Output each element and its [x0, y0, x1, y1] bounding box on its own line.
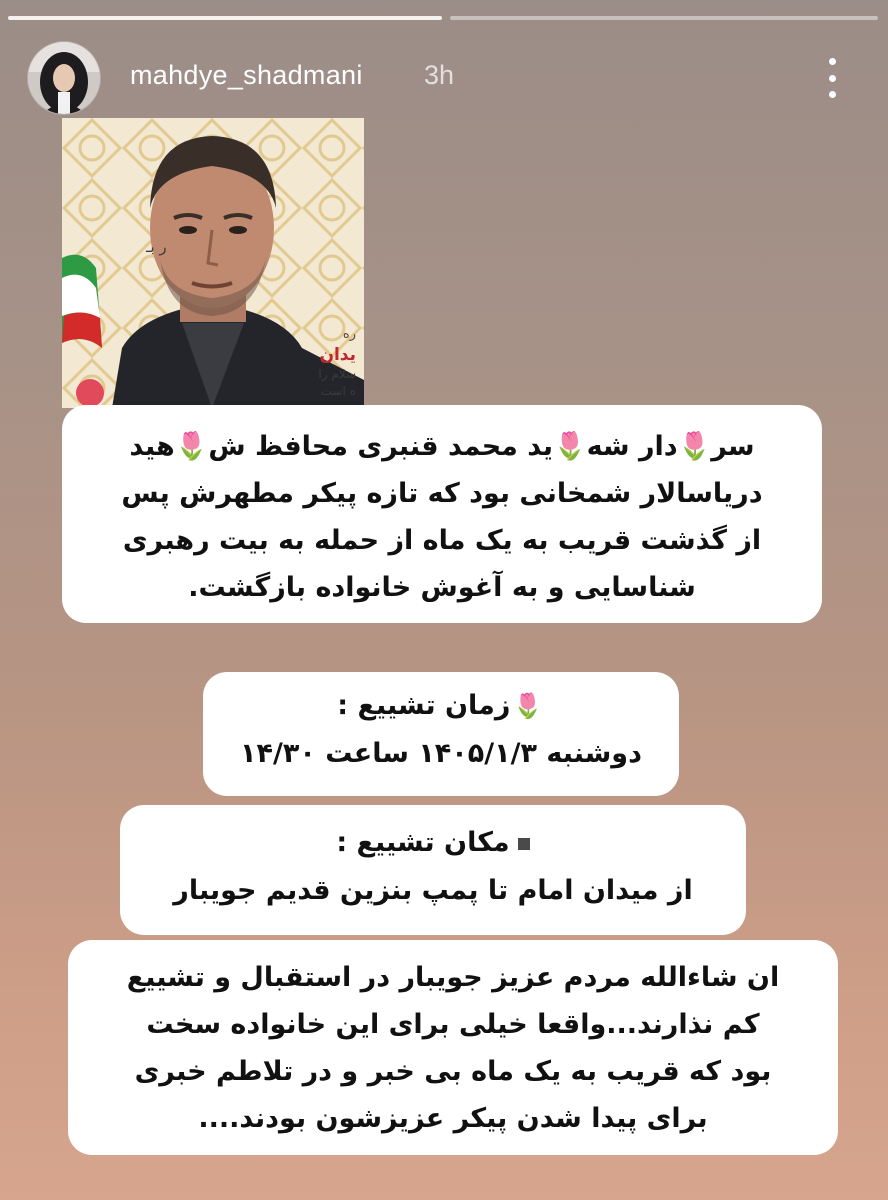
story-progress-bar-2 [450, 16, 878, 20]
closing-line: برای پیدا شدن پیکر عزیزشون بودند.... [198, 1103, 708, 1134]
post-time: 3h [424, 60, 455, 90]
poster-corner-text: ر بـ [146, 238, 167, 256]
caption-line: از گذشت قریب به یک ماه از حمله به بیت رهبری [122, 525, 762, 556]
more-options-button[interactable] [818, 56, 846, 100]
funeral-place-box [120, 805, 746, 935]
closing-line: کم نذارند...واقعا خیلی برای این خانواده سخت [146, 1009, 760, 1040]
story-progress-fill-1 [8, 16, 442, 20]
caption-line: دریاسالار شمخانی بود که تازه پیکر مطهرش پس [121, 478, 763, 509]
more-dot-icon [829, 75, 836, 82]
square-bullet-icon [518, 838, 530, 850]
avatar-image [28, 42, 100, 114]
username[interactable]: mahdye_shadmani [130, 60, 363, 90]
caption-line: سر🌷دار شه🌷ید محمد قنبری محافظ ش🌷هید [129, 431, 755, 462]
caption-text-box [62, 405, 822, 623]
avatar[interactable] [28, 42, 100, 114]
funeral-place-label: مکان تشییع : [336, 827, 510, 858]
poster-line: ه است [320, 383, 356, 398]
more-dot-icon [829, 58, 836, 65]
funeral-time-value: دوشنبه ۱۴۰۵/۱/۳ ساعت ۱۴/۳۰ [240, 738, 642, 769]
closing-text-box [68, 940, 838, 1155]
more-dot-icon [829, 91, 836, 98]
poster-line: یدان [319, 344, 356, 365]
funeral-time-box [203, 672, 679, 796]
closing-line: بود که قریب به یک ماه بی خبر و در تلاطم خبری [134, 1056, 772, 1087]
story-progress-bar-1 [8, 16, 442, 20]
poster-line: سلام را [318, 367, 356, 382]
caption-line: شناسایی و به آغوش خانواده بازگشت. [188, 572, 696, 603]
tulip-icon: 🌷 [512, 691, 543, 720]
funeral-time-label: زمان تشییع : [337, 690, 511, 721]
poster-line: ره [342, 327, 356, 342]
memorial-photo [62, 118, 364, 408]
funeral-place-value: از میدان امام تا پمپ بنزین قدیم جویبار [173, 875, 693, 906]
closing-line: ان شاءالله مردم عزیز جویبار در استقبال و تشییع [126, 962, 780, 993]
poster-text [298, 326, 356, 399]
